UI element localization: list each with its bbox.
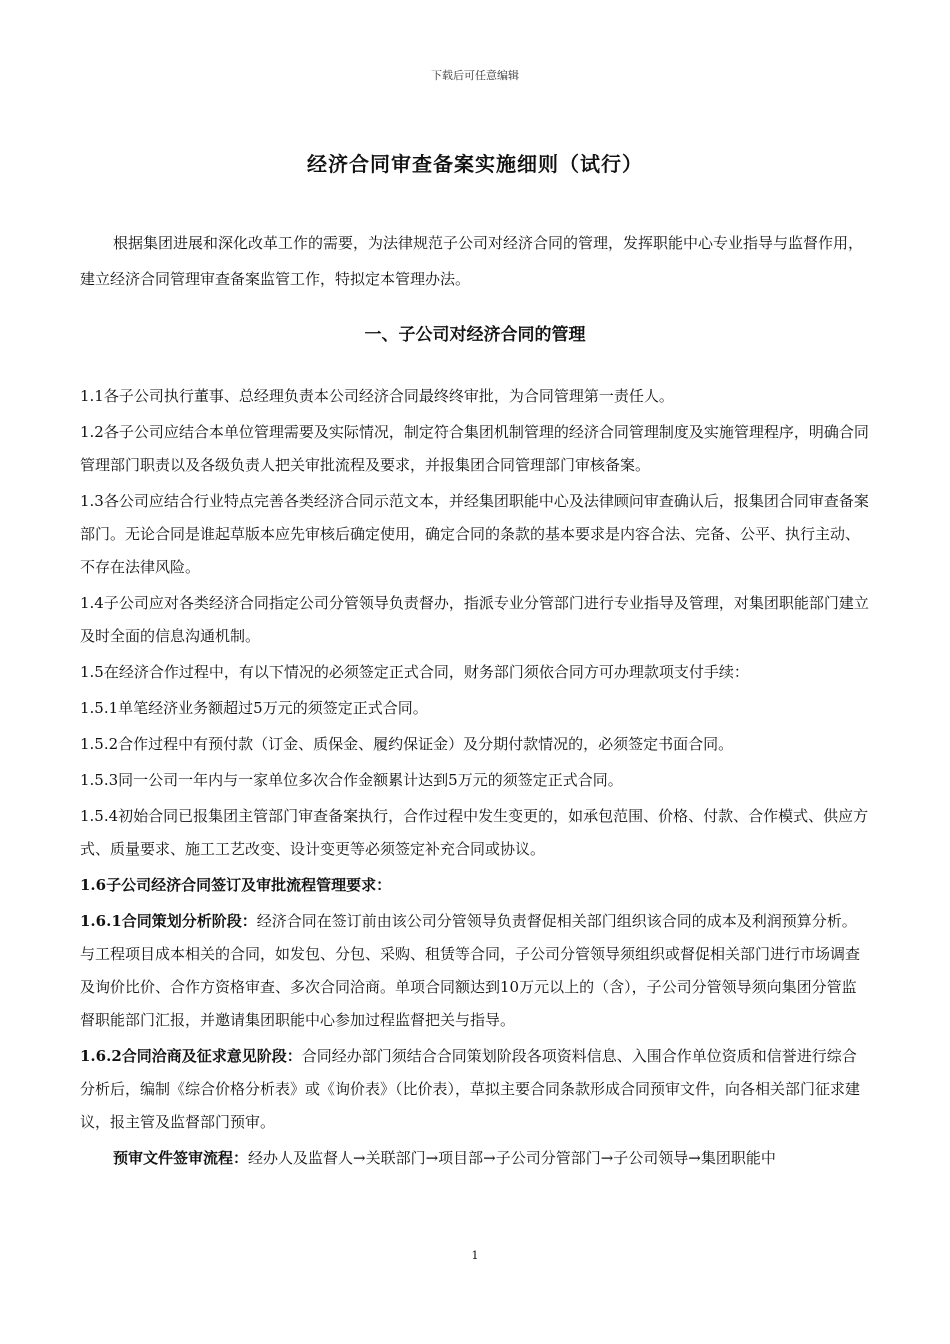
section-heading: 一、子公司对经济合同的管理 xyxy=(364,325,586,345)
clause-1-5-1: 1.5.1单笔经济业务额超过5万元的须签定正式合同。 xyxy=(80,699,428,717)
clause-1-6-2-text: 合同经办部门须结合合同策划阶段各项资料信息、入围合作单位资质和信誉进行综合分析后，编制《综合价格分析表》或《询价表》（比价表），草拟主要合同条款形成合同预审文件，向各相关部门征求建议，报主管及监督部门预审。 xyxy=(80,1047,861,1131)
clause-1-6-2-label: 1.6.2合同洽商及征求意见阶段： xyxy=(80,1047,302,1065)
clause-1-6-1 xyxy=(80,905,870,1037)
intro-paragraph: 根据集团进展和深化改革工作的需要，为法律规范子公司对经济合同的管理，发挥职能中心专业指导与监督作用，建立经济合同管理审查备案监管工作，特拟定本管理办法。 xyxy=(80,234,864,288)
clause-1-6-1-label: 1.6.1合同策划分析阶段： xyxy=(80,912,257,930)
clause-1-1: 1.1各子公司执行董事、总经理负责本公司经济合同最终终审批，为合同管理第一责任人。 xyxy=(80,387,674,405)
document-body xyxy=(80,380,870,1178)
clause-1-5-2: 1.5.2合作过程中有预付款（订金、质保金、履约保证金）及分期付款情况的，必须签定书面合同。 xyxy=(80,735,734,753)
page-number: 1 xyxy=(471,1249,479,1262)
clause-1-6-1-text: 经济合同在签订前由该公司分管领导负责督促相关部门组织该合同的成本及利润预算分析。与工程项目成本相关的合同，如发包、分包、采购、租赁等合同，子公司分管领导须组织或督促相关部门进行市场调查及询价比价、合作方资格审查、多次合同洽商。单项合同额达到10万元以上的（含），子公司分管领导须向集团分管监督职能部门汇报，并邀请集团职能中心参加过程监督把关与指导。 xyxy=(80,912,861,1029)
clause-1-2: 1.2各子公司应结合本单位管理需要及实际情况，制定符合集团机制管理的经济合同管理制度及实施管理程序，明确合同管理部门职责以及各级负责人把关审批流程及要求，并报集团合同管理部门审核备案。 xyxy=(80,423,869,474)
clause-1-5: 1.5在经济合作过程中，有以下情况的必须签定正式合同，财务部门须依合同方可办理款项支付手续： xyxy=(80,663,749,681)
page-header: 下载后可任意编辑 xyxy=(431,69,519,82)
clause-1-6-2 xyxy=(80,1040,870,1139)
clause-1-4: 1.4子公司应对各类经济合同指定公司分管领导负责督办，指派专业分管部门进行专业指导及管理，对集团职能部门建立及时全面的信息沟通机制。 xyxy=(80,594,869,645)
document-title: 经济合同审查备案实施细则（试行） xyxy=(307,152,643,176)
clause-1-3: 1.3各公司应结合行业特点完善各类经济合同示范文本，并经集团职能中心及法律顾问审查确认后，报集团合同审查备案部门。无论合同是谁起草版本应先审核后确定使用，确定合同的条款的基本要求是内容合法、完备、公平、执行主动、不存在法律风险。 xyxy=(80,492,869,576)
clause-1-6-heading: 1.6子公司经济合同签订及审批流程管理要求： xyxy=(80,876,392,894)
clause-1-5-3: 1.5.3同一公司一年内与一家单位多次合作金额累计达到5万元的须签定正式合同。 xyxy=(80,771,623,789)
clause-1-6 xyxy=(80,869,870,902)
review-flow xyxy=(80,1142,870,1175)
review-flow-text: 经办人及监督人→关联部门→项目部→子公司分管部门→子公司领导→集团职能中 xyxy=(248,1149,776,1167)
clause-1-5-4: 1.5.4初始合同已报集团主管部门审查备案执行，合作过程中发生变更的，如承包范围、价格、付款、合作模式、供应方式、质量要求、施工工艺改变、设计变更等必须签定补充合同或协议。 xyxy=(80,807,869,858)
review-flow-label: 预审文件签审流程： xyxy=(113,1149,249,1167)
